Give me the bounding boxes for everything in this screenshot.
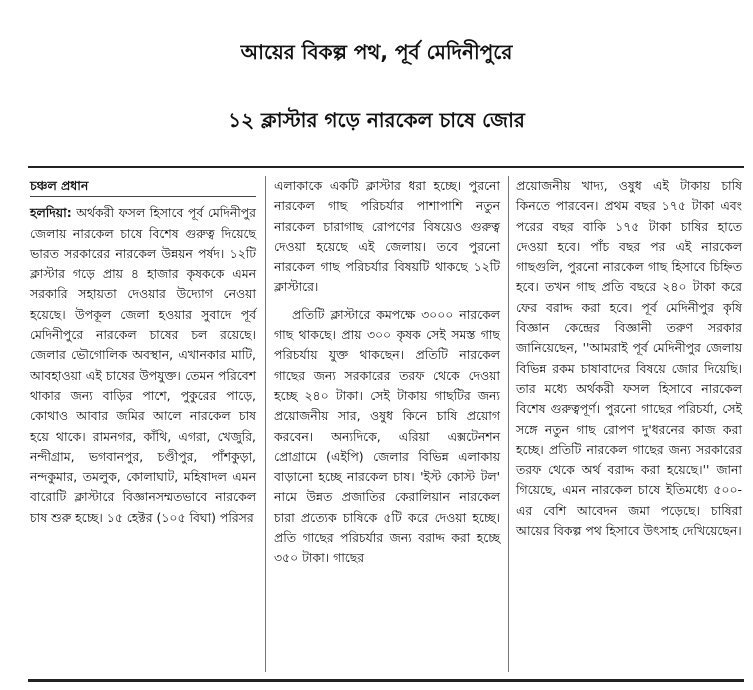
article-column-1 [30,176,256,528]
headline-line-1: আয়ের বিকল্প পথ, পূর্ব মেদিনীপুরে [240,40,513,64]
headline-divider [28,166,744,168]
lead-paragraph [30,203,256,528]
article-column-2 [274,176,500,569]
bottom-border [28,679,744,682]
headline-line-2: ১২ ক্লাস্টার গড়ে নারকেল চাষে জোর [228,108,525,132]
column-divider-1 [265,176,266,672]
dateline: হলদিয়া: [30,205,72,221]
column-2-paragraph-1: এলাকাকে একটি ক্লাস্টার ধরা হচ্ছে। পুরনো নারকেল গাছ পরিচর্যার পাশাপাশি নতুন নারকেল চারাগাছ রোপণের বিষয়েও গুরুত্ব দেওয়া হয়েছে এই জেলায়। তবে পুরনো নারকেল গাছ পরিচর্যার বিষয়টি থাকছে ১২টি ক্লাস্টারে। [274,178,500,295]
column-divider-2 [508,176,509,672]
article-column-3 [516,176,742,541]
column-3-paragraph: প্রয়োজনীয় খাদ্য, ওষুধ এই টাকায় চাষি কিনতে পারবেন। প্রথম বছর ১৭৫ টাকা এবং পরের বছর বাকি ১৭৫ টাকা চাষির হাতে দেওয়া হবে। পাঁচ বছর পর এই নারকেল গাছগুলি, পুরনো নারকেল গাছ হিসাবে চিহ্নিত হবে। তখন গাছ প্রতি বছরে ২৪০ টাকা করে ফের বরাদ্দ করা হবে। পূর্ব মেদিনীপুর কৃষি বিজ্ঞান কেন্দ্রের বিজ্ঞানী তরুণ সরকার জানিয়েছেন, ''আমরাই পূর্ব মেদিনীপুর জেলায় বিভিন্ন রকম চাষাবাদের বিষয়ে জোর দিয়েছি। তার মধ্যে অর্থকরী ফসল হিসাবে নারকেল বিশেষ গুরুত্বপূর্ণ। পুরনো গাছের পরিচর্যা, সেই সঙ্গে নতুন গাছ রোপণ দু'ধরনের কাজ করা হচ্ছে। প্রতিটি নারকেল গাছের জন্য সরকারের তরফ থেকে অর্থ বরাদ্দ করা হয়েছে।'' জানা গিয়েছে, এমন নারকেল চাষে ইতিমধ্যে ৫০০-এর বেশি আবেদন জমা পড়েছে। চাষিরা আয়ের বিকল্প পথ হিসাবে উৎসাহ দেখিয়েছেন। [516,178,742,539]
byline-divider [30,196,256,197]
byline: চঞ্চল প্রধান [30,178,89,193]
column-2-paragraph-2: প্রতিটি ক্লাস্টারে কমপক্ষে ৩০০০ নারকেল গাছ থাকছে। প্রায় ৩০০ কৃষক সেই সমস্ত গাছ পরিচর্যায় যুক্ত থাকছেন। প্রতিটি নারকেল গাছের জন্য সরকারের তরফ থেকে দেওয়া হচ্ছে ২৪০ টাকা। সেই টাকায় গাছটির জন্য প্রয়োজনীয় সার, ওষুধ কিনে চাষি প্রয়োগ করবেন। অন্যদিকে, এরিয়া এক্সটেনশন প্রোগ্রামে (এইপি) জেলার বিভিন্ন এলাকায় বাড়ানো হচ্ছে নারকেল চাষ। 'ইস্ট কোস্ট টল' নামে উন্নত প্রজাতির কেরালিয়ান নারকেল চারা প্রত্যেক চাষিকে ৫টি করে দেওয়া হচ্ছে। প্রতি গাছের পরিচর্যার জন্য বরাদ্দ করা হচ্ছে ৩৫০ টাকা। গাছের [274,306,500,566]
lead-text: অর্থকরী ফসল হিসাবে পূর্ব মেদিনীপুর জেলায় নারকেল চাষে বিশেষ গুরুত্ব দিয়েছে ভারত সরকারের নারকেল উন্নয়ন পর্ষদ। ১২টি ক্লাস্টার গড়ে প্রায় ৪ হাজার কৃষককে এমন সরকারি সহায়তা দেওয়ার উদ্যোগ নেওয়া হয়েছে। উপকূল জেলা হওয়ার সুবাদে পূর্ব মেদিনীপুরে নারকেল চাষের চল রয়েছে। জেলার ভৌগোলিক অবস্থান, এখানকার মাটি, আবহাওয়া এই চাষের উপযুক্ত। তেমন পরিবেশ থাকার জন্য বাড়ির পাশে, পুকুরের পাড়ে, কোথাও আবার জমির আলে নারকেল চাষ হয়ে থাকে। রামনগর, কাঁথি, এগরা, খেজুরি, নন্দীগ্রাম, ভগবানপুর, চণ্ডীপুর, পাঁশকুড়া, নন্দকুমার, তমলুক, কোলাঘাট, মহিষাদল এমন বারোটি ক্লাস্টারে বিজ্ঞানসম্মতভাবে নারকেল চাষ শুরু হচ্ছে। ১৫ হেক্টর (১০৫ বিঘা) পরিসর [30,205,256,525]
